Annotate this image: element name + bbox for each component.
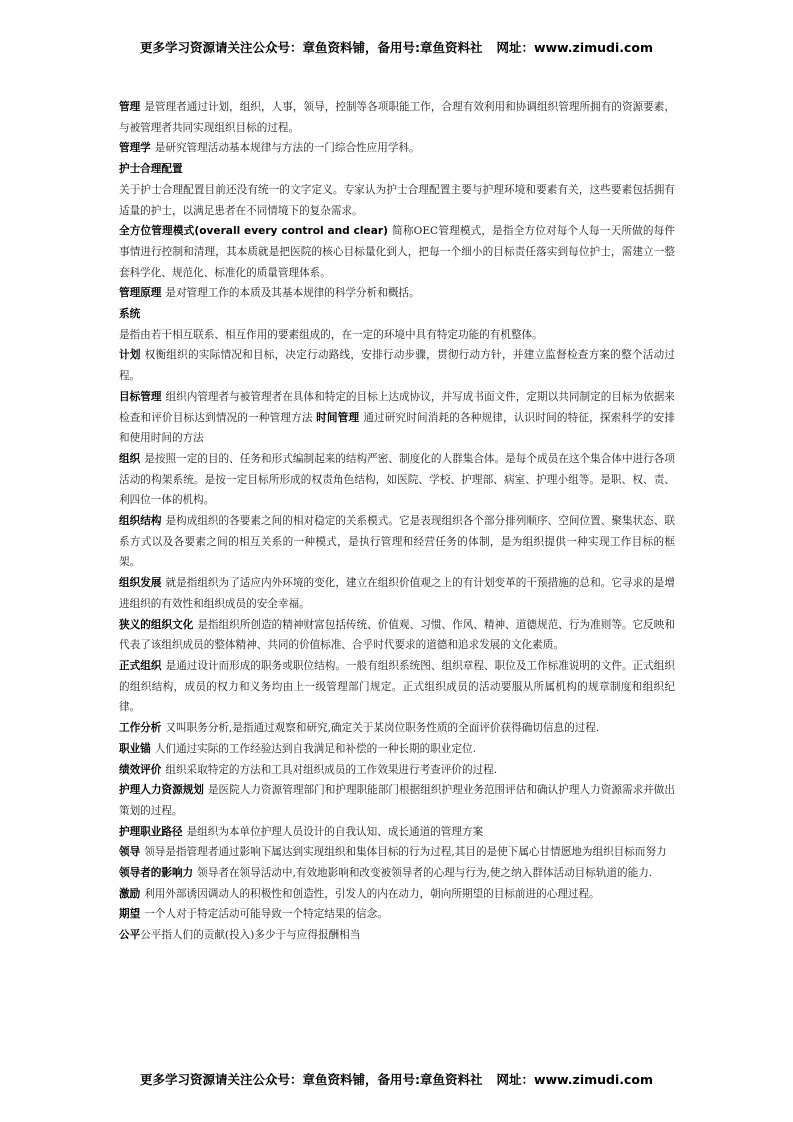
paragraph-4 — [119, 221, 675, 283]
term: 护理人力资源规划 — [119, 784, 204, 797]
paragraph-1 — [119, 138, 675, 159]
definition: 是构成组织的各要素之间的相对稳定的关系模式。它是表现组织各个部分排列顺序、空间位置、聚集状态、联系方式以及各要素之间的相互关系的一种模式，是执行管理和经营任务的体制，是为组织提供一种实现工作目标的框架。 — [119, 515, 676, 569]
term: 期望 — [119, 908, 141, 921]
footer-banner — [0, 1070, 793, 1088]
paragraph-15 — [119, 718, 675, 739]
definition: 组织内管理者与被管理者在具体和特定的目标上达成协议，并写成书面文件，定期以共同制定的目标为依据来检查和评价目标达到情况的一种管理方法 — [119, 390, 676, 424]
term: 领导者的影响力 — [119, 867, 194, 880]
definition: 是指由若干相互联系、相互作用的要素组成的，在一定的环境中具有特定功能的有机整体。 — [119, 328, 543, 341]
definition: 公平指人们的贡献(投入)多少于与应得报酬相当 — [140, 929, 361, 942]
term: 管理学 — [119, 142, 151, 155]
definition: 是医院人力资源管理部门和护理职能部门根据组织护理业务范围评估和确认护理人力资源需求并做出策划的过程。 — [119, 784, 676, 817]
header-banner — [0, 38, 793, 56]
definition: 是通过设计而形成的职务或职位结构。一般有组织系统图、组织章程、职位及工作标准说明的文件。正式组织的组织结构，成员的权力和义务均由上一级管理部门规定。正式组织成员的活动要服从所属机构的规章制度和组织纪律。 — [119, 659, 676, 714]
paragraph-10 — [119, 449, 675, 511]
definition: 是按照一定的目的、任务和形式编制起来的结构严密、制度化的人群集合体。是每个成员在这个集合体中进行各项活动的构架系统。是按一定目标所形成的权责角色结构，如医院、学校、护理部、病室、护理小组等。是职、权、责、利四位一体的机构。 — [119, 452, 675, 507]
term: 绩效评价 — [119, 763, 162, 776]
paragraph-19 — [119, 822, 675, 843]
term: 领导 — [119, 846, 141, 859]
definition: 一个人对于特定活动可能导致一个特定结果的信念。 — [144, 908, 388, 921]
paragraph-17 — [119, 760, 675, 781]
term: 全方位管理模式(overall every control and clear) — [119, 225, 388, 238]
paragraph-12 — [119, 573, 675, 614]
paragraph-6 — [119, 304, 675, 325]
definition: 利用外部诱因调动人的积极性和创造性，引发人的内在动力，朝向所期望的目标前进的心理过程。 — [144, 887, 600, 900]
term: 工作分析 — [119, 722, 162, 735]
paragraph-16 — [119, 739, 675, 760]
paragraph-2 — [119, 159, 675, 180]
definition: 是指组织所创造的精神财富包括传统、价值观、习惯、作风、精神、道德规范、行为准则等。它反映和代表了该组织成员的整体精神、共同的价值标准、合乎时代要求的道德和追求发展的文化素质。 — [119, 618, 675, 652]
term: 护理职业路径 — [119, 825, 183, 838]
paragraph-5 — [119, 283, 675, 304]
term: 组织结构 — [119, 515, 162, 528]
term: 护士合理配置 — [119, 163, 183, 176]
term: 公平 — [119, 929, 141, 942]
paragraph-21 — [119, 863, 675, 884]
term: 职业锚 — [119, 742, 151, 755]
term: 激励 — [119, 887, 141, 900]
definition: 又叫职务分析,是指通过观察和研究,确定关于某岗位职务性质的全面评价获得确切信息的过程. — [165, 722, 600, 735]
paragraph-18 — [119, 780, 675, 821]
paragraph-13 — [119, 615, 675, 656]
term: 管理 — [119, 101, 141, 113]
paragraph-3 — [119, 180, 675, 221]
term: 组织发展 — [119, 577, 162, 590]
term: 计划 — [119, 349, 141, 362]
paragraph-0 — [119, 97, 675, 138]
term: 管理原理 — [119, 287, 162, 300]
paragraph-24 — [119, 925, 675, 946]
header-promo-text: 更多学习资源请关注公众号：章鱼资料铺，备用号:章鱼资料社 — [139, 40, 483, 55]
paragraph-22 — [119, 884, 675, 905]
definition: 通过研究时间消耗的各种规律，认识时间的特征，探索科学的安排和使用时间的方法 — [119, 411, 676, 445]
definition: 简称OEC管理模式，是指全方位对每个人每一天所做的每件事情进行控制和清理，其本质就是把医院的核心目标量化到人，把每一个细小的目标责任落实到每位护士，需建立一整套科学化、规范化、标准化的质量管理体系。 — [119, 225, 675, 279]
definition: 领导是指管理者通过影响下属达到实现组织和集体目标的行为过程,其目的是使下属心甘情愿地为组织目标而努力 — [144, 846, 667, 859]
paragraph-8 — [119, 345, 675, 386]
header-site-text: 网址：www.zimudi.com — [496, 40, 654, 55]
footer-site-text: 网址：www.zimudi.com — [496, 1072, 654, 1087]
glossary-body — [119, 97, 675, 946]
definition: 是管理者通过计划，组织，人事，领导，控制等各项职能工作，合理有效利用和协调组织管理所拥有的资源要素，与被管理者共同实现组织目标的过程。 — [119, 101, 675, 134]
paragraph-14 — [119, 656, 675, 718]
term: 正式组织 — [119, 659, 162, 672]
definition: 人们通过实际的工作经验达到自我满足和补偿的一种长期的职业定位. — [154, 742, 476, 755]
paragraph-20 — [119, 842, 675, 863]
paragraph-23 — [119, 904, 675, 925]
footer-promo-text: 更多学习资源请关注公众号：章鱼资料铺，备用号:章鱼资料社 — [139, 1072, 483, 1087]
paragraph-7 — [119, 325, 675, 346]
paragraph-11 — [119, 511, 675, 573]
definition: 权衡组织的实际情况和目标，决定行动路线，安排行动步骤，贯彻行动方针，并建立监督检查方案的整个活动过程。 — [119, 349, 675, 383]
definition: 是组织为本单位护理人员设计的自我认知、成长通道的管理方案 — [186, 825, 484, 838]
definition: 领导者在领导活动中,有效地影响和改变被领导者的心理与行为,使之纳入群体活动目标轨道的能力. — [197, 867, 653, 880]
term: 狭义的组织文化 — [119, 618, 194, 631]
definition: 是研究管理活动基本规律与方法的一门综合性应用学科。 — [154, 142, 420, 155]
term: 目标管理 — [119, 390, 162, 403]
definition: 是对管理工作的本质及其基本规律的科学分析和概括。 — [165, 287, 420, 300]
definition: 组织采取特定的方法和工具对组织成员的工作效果进行考查评价的过程. — [165, 763, 498, 776]
definition: 就是指组织为了适应内外环境的变化，建立在组织价值观之上的有计划变革的干预措施的总和。它寻求的是增进组织的有效性和组织成员的安全幸福。 — [119, 577, 676, 610]
term: 时间管理 — [316, 411, 360, 424]
paragraph-9 — [119, 387, 675, 449]
definition: 关于护士合理配置目前还没有统一的文字定义。专家认为护士合理配置主要与护理环境和要素有关，这些要素包括拥有适量的护士，以满足患者在不同情境下的复杂需求。 — [119, 183, 675, 217]
term: 组织 — [119, 452, 141, 465]
term: 系统 — [119, 308, 141, 321]
